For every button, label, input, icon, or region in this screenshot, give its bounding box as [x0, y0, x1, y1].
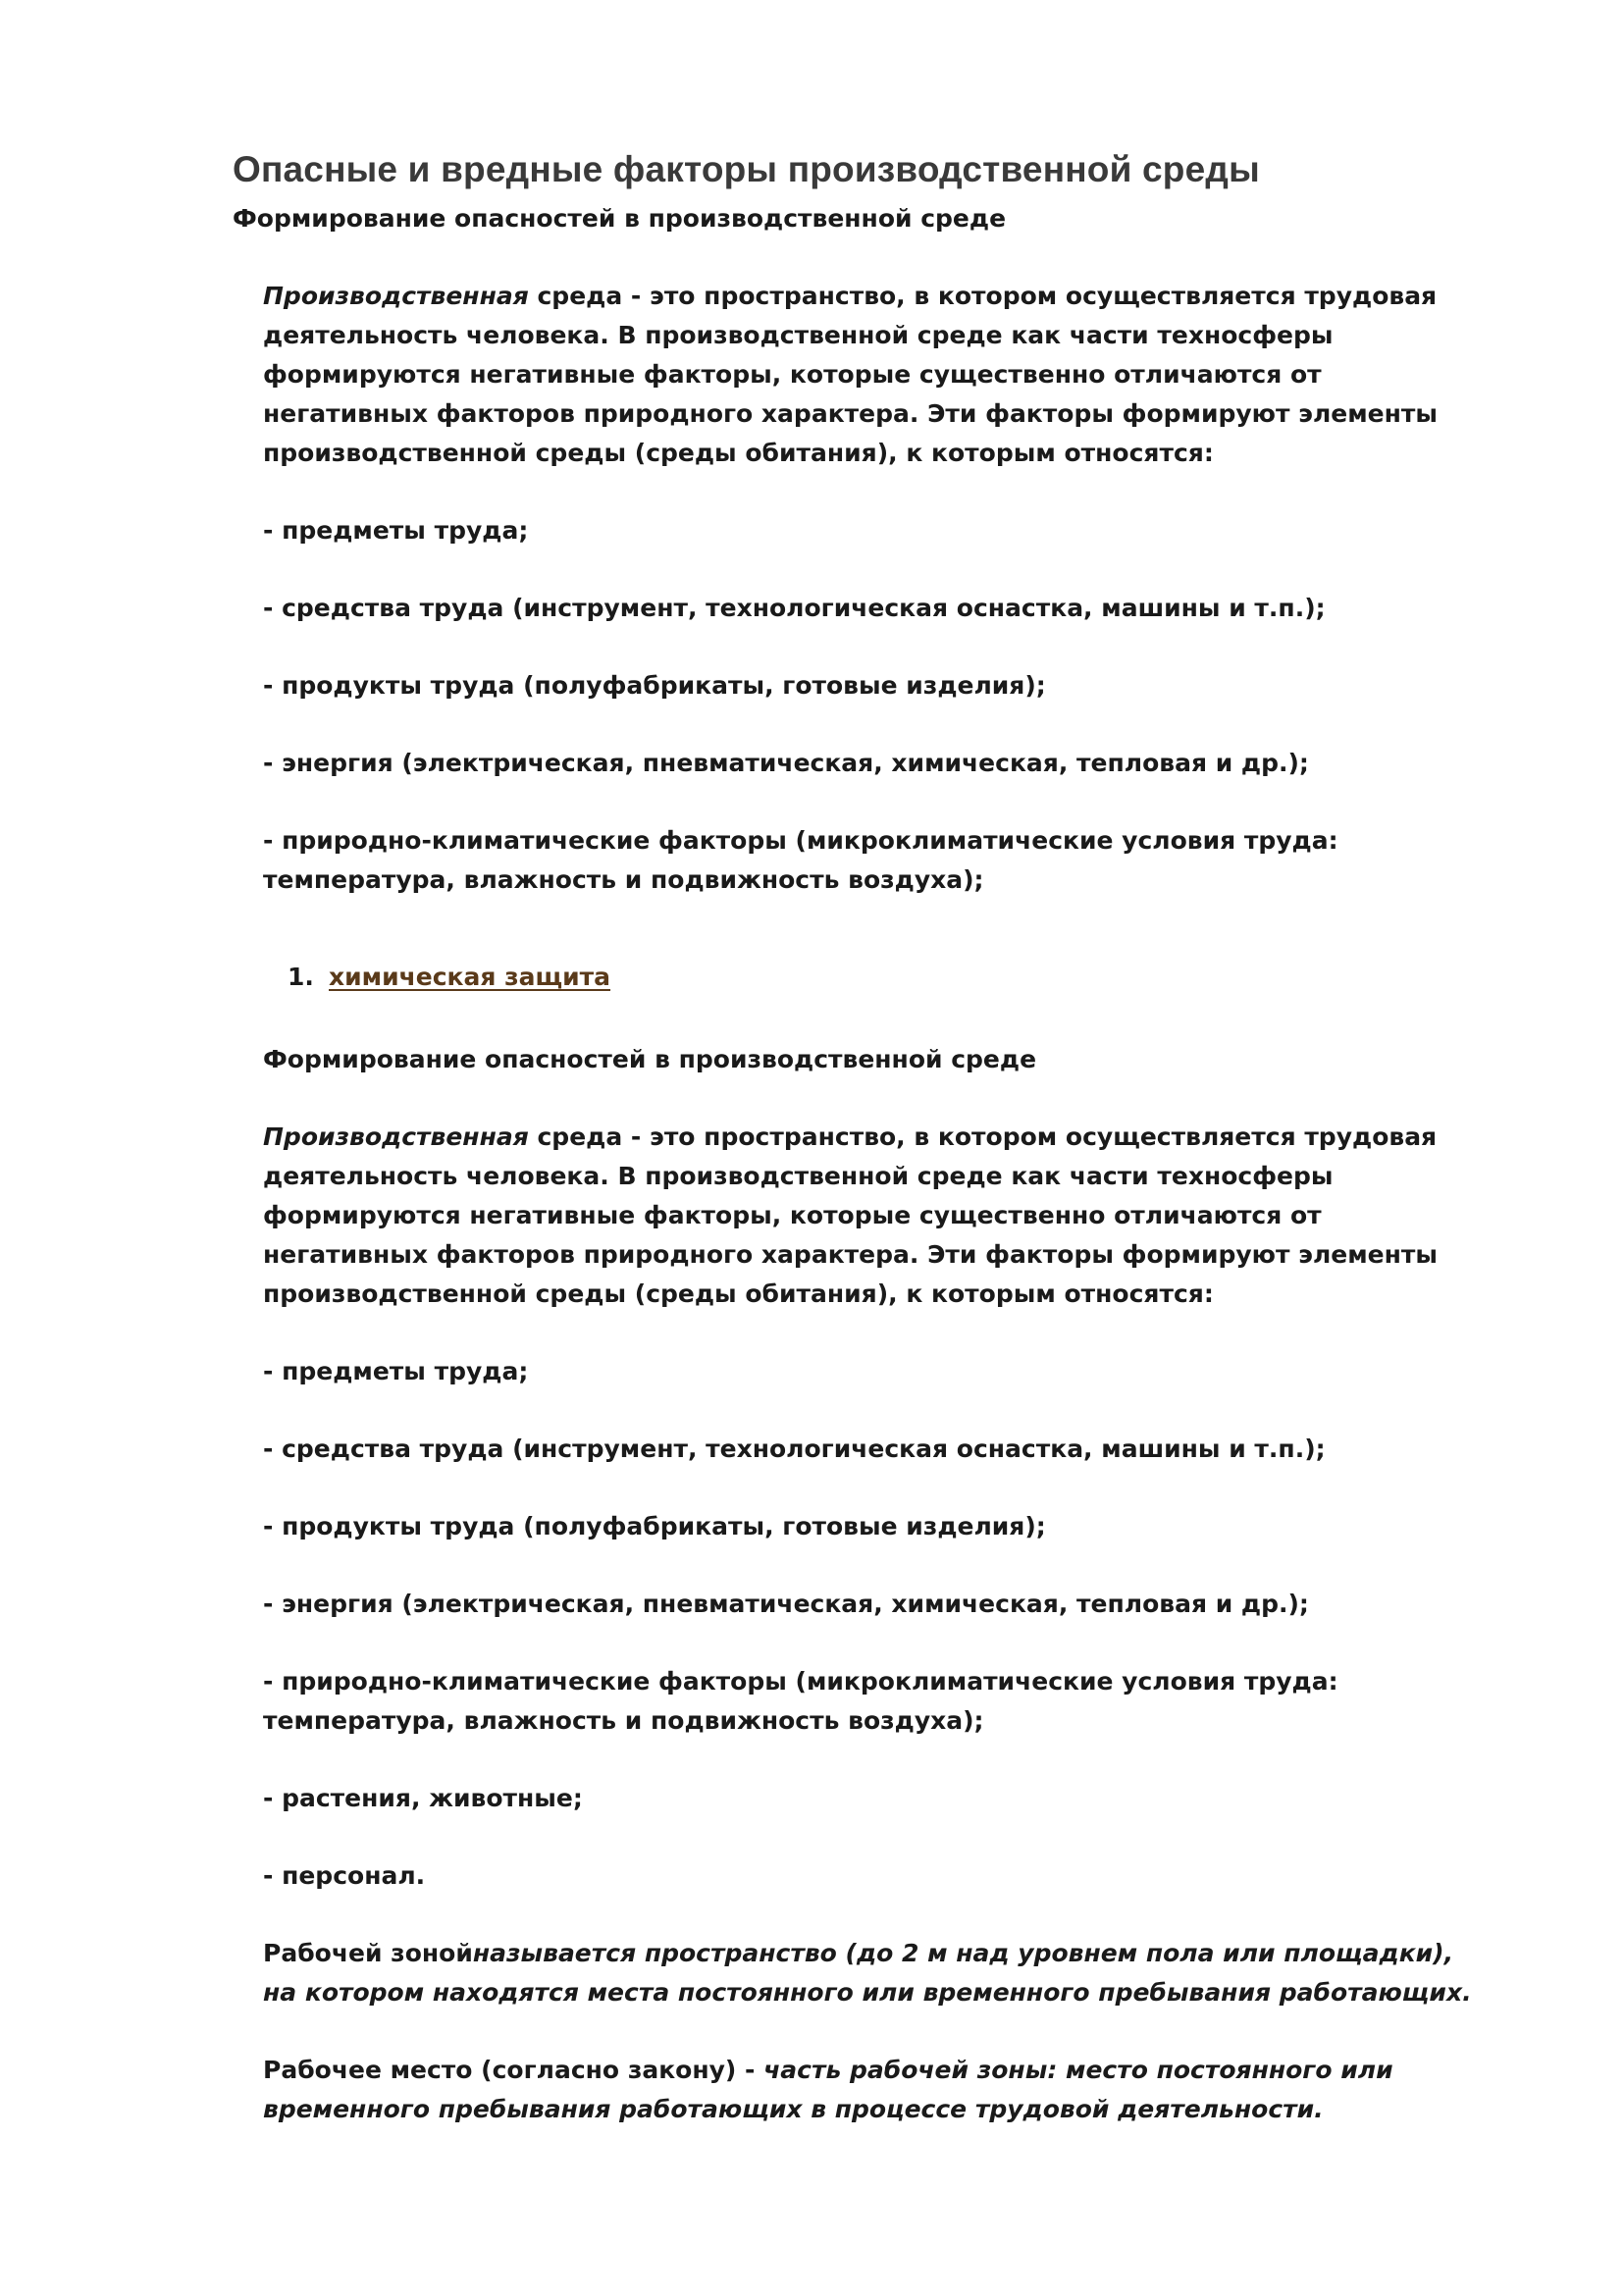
- term-work-zone: Рабочей зоной: [263, 1939, 473, 1967]
- paragraph-line: производственной среды (среды обитания), к которым относятся:: [263, 1279, 1214, 1308]
- line-text: среда - это пространство, в котором осуществляется трудовая: [528, 282, 1438, 310]
- list-item: - средства труда (инструмент, технологическая оснастка, машины и т.п.);: [263, 594, 1326, 622]
- list-item: [263, 821, 1499, 900]
- paragraph-line: деятельность человека. В производственной среде как части техносферы: [263, 1162, 1334, 1190]
- intro-paragraph: [263, 1118, 1499, 1314]
- paragraph-line: временного пребывания работающих в процессе трудовой деятельности.: [263, 2095, 1324, 2123]
- list-item-line: температура, влажность и подвижность воздуха);: [263, 1706, 984, 1735]
- work-zone-definition: [263, 1934, 1499, 2012]
- list-item: - продукты труда (полуфабрикаты, готовые изделия);: [263, 671, 1046, 700]
- line-text: среда - это пространство, в котором осуществляется трудовая: [528, 1122, 1438, 1151]
- paragraph-line: [263, 277, 1499, 316]
- paragraph-line: негативных факторов природного характера. Эти факторы формируют элементы: [263, 399, 1439, 428]
- list-item: - энергия (электрическая, пневматическая, химическая, тепловая и др.);: [263, 1590, 1309, 1618]
- section-2: [263, 1040, 1499, 2129]
- definition-text: называется пространство (до 2 м над уровнем пола или площадки),: [472, 1939, 1454, 1967]
- list-item: - персонал.: [263, 1861, 426, 1890]
- list-item: - предметы труда;: [263, 1357, 529, 1385]
- paragraph-line: [263, 2051, 1499, 2090]
- paragraph-line: деятельность человека. В производственной среде как части техносферы: [263, 321, 1334, 349]
- term-work-place: Рабочее место (согласно закону) -: [263, 2056, 764, 2084]
- intro-paragraph: [263, 277, 1499, 473]
- document-subtitle: Формирование опасностей в производственной среде: [233, 204, 1007, 233]
- list-number: 1.: [288, 963, 314, 991]
- list-item: - средства труда (инструмент, технологическая оснастка, машины и т.п.);: [263, 1435, 1326, 1463]
- paragraph-line: производственной среды (среды обитания), к которым относятся:: [263, 439, 1214, 467]
- definition-text: часть рабочей зоны: место постоянного или: [763, 2056, 1393, 2084]
- list-item: - растения, животные;: [263, 1784, 583, 1812]
- list-item-line: - природно-климатические факторы (микроклиматические условия труда:: [263, 826, 1338, 855]
- section-1: [263, 277, 1499, 900]
- paragraph-line: негативных факторов природного характера. Эти факторы формируют элементы: [263, 1240, 1439, 1269]
- section-heading: Формирование опасностей в производственной среде: [263, 1045, 1037, 1073]
- document-title: Опасные и вредные факторы производственной среды: [233, 149, 1260, 189]
- term-production: Производственная: [263, 282, 529, 310]
- paragraph-line: [263, 1118, 1499, 1157]
- list-item: - энергия (электрическая, пневматическая, химическая, тепловая и др.);: [263, 749, 1309, 777]
- chemical-protection-link[interactable]: химическая защита: [329, 963, 611, 991]
- list-item: - продукты труда (полуфабрикаты, готовые изделия);: [263, 1512, 1046, 1540]
- list-item-line: - природно-климатические факторы (микроклиматические условия труда:: [263, 1667, 1338, 1696]
- list-item: - предметы труда;: [263, 516, 529, 545]
- term-production: Производственная: [263, 1122, 529, 1151]
- paragraph-line: на котором находятся места постоянного или временного пребывания работающих.: [263, 1978, 1472, 2007]
- work-place-definition: [263, 2051, 1499, 2129]
- paragraph-line: [263, 1934, 1499, 1973]
- list-item-line: температура, влажность и подвижность воздуха);: [263, 865, 984, 894]
- list-item: [263, 1662, 1499, 1741]
- paragraph-line: формируются негативные факторы, которые существенно отличаются от: [263, 1201, 1322, 1229]
- paragraph-line: формируются негативные факторы, которые существенно отличаются от: [263, 360, 1322, 389]
- numbered-list-item: [288, 963, 610, 991]
